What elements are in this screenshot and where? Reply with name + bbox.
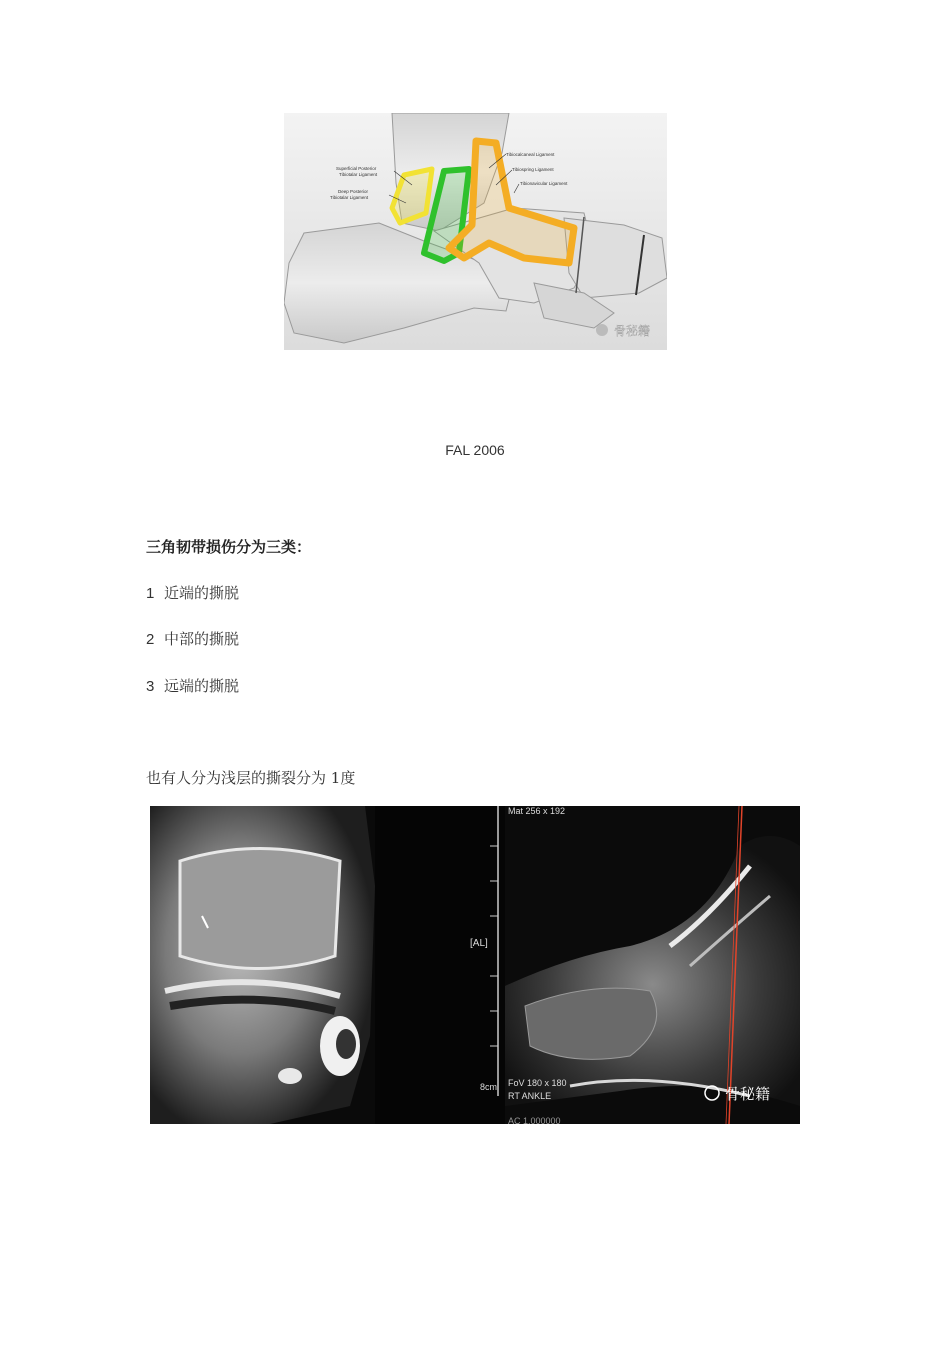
figure-caption: FAL 2006 — [445, 442, 505, 458]
tibiocalcaneal-label: Tibiocalcaneal Ligament — [506, 152, 555, 157]
list-item-text: 近端的撕脱 — [164, 584, 240, 602]
tibionavicular-label: Tibionavicular Ligament — [520, 181, 568, 186]
mri-illustration — [150, 806, 800, 1124]
mri-figure — [150, 806, 800, 1124]
superficial-posterior-label: Superficial Posterior — [336, 166, 377, 171]
al-marker: [AL] — [470, 938, 488, 949]
watermark-text: 骨秘籍 — [725, 1086, 771, 1103]
body-paragraph: 也有人分为浅层的撕裂分为 1度 — [146, 769, 356, 787]
wechat-icon — [596, 324, 608, 336]
watermark-text: 骨秘籍 — [614, 324, 651, 338]
tibiospring-label: Tibiospring Ligament — [512, 167, 554, 172]
list-item-number: 3 — [146, 678, 155, 695]
superficial-posterior-label-line2: Tibiotalar Ligament — [339, 172, 378, 177]
list-item — [146, 582, 239, 603]
ankle-ligament-diagram — [284, 113, 667, 350]
list-item-number: 1 — [146, 585, 155, 602]
scale-label: 8cm — [480, 1082, 498, 1092]
bottom-label: AC 1.000000 — [508, 1116, 561, 1124]
site-label: RT ANKLE — [508, 1091, 552, 1101]
list-item-number: 2 — [146, 631, 155, 648]
list-item-text: 远端的撕脱 — [164, 677, 240, 695]
list-item — [146, 675, 239, 696]
ankle-ligament-illustration — [284, 113, 667, 350]
fov-label: FoV 180 x 180 — [508, 1078, 567, 1088]
section-heading: 三角韧带损伤分为三类： — [146, 538, 312, 556]
deep-posterior-label: Deep Posterior — [338, 189, 369, 194]
list-item-text: 中部的撕脱 — [164, 630, 240, 648]
mat-label: Mat 256 x 192 — [508, 806, 566, 816]
deep-posterior-label-line2: Tibiotalar Ligament — [330, 195, 369, 200]
list-item — [146, 628, 239, 649]
